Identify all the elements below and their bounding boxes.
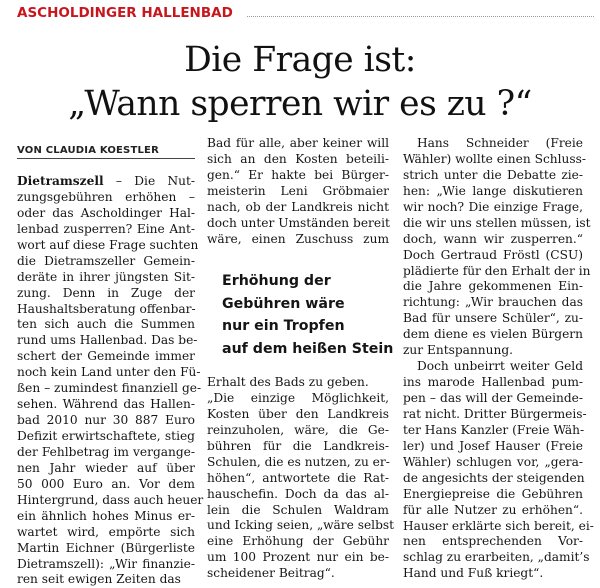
line-text: die Jahre gekommenen Ein- <box>403 279 583 294</box>
text-line <box>17 190 195 206</box>
line-text: – Die Nut- <box>103 174 195 188</box>
line-text: deräte in ihrer jüngsten Sit- <box>17 269 195 284</box>
line-text: Hand und Fuß kriegt“. <box>403 566 544 581</box>
text-line <box>207 136 389 152</box>
line-text: Haushaltsberatung offenbar- <box>17 301 196 316</box>
line-text: strich unter die Debatte zie- <box>403 167 583 182</box>
line-text: ter Hans Kanzler (Freie Wäh- <box>403 422 585 437</box>
text-line <box>403 503 583 519</box>
line-text: eine Erhöhung der Gebühr <box>207 534 389 549</box>
line-text: Doch Gertraud Fröstl (CSU) <box>403 247 583 262</box>
line-text: Defizit erwirtschaftete, stieg <box>17 429 195 443</box>
text-line <box>403 248 583 264</box>
text-line <box>207 518 395 534</box>
text-line <box>17 222 195 238</box>
text-line <box>207 184 389 200</box>
line-text: dem diene es vielen Bürgern <box>403 327 583 342</box>
text-line <box>403 423 583 439</box>
kicker-rule <box>247 16 594 17</box>
line-text: zungsgebühren erhöhen – <box>17 189 195 204</box>
text-line <box>207 168 389 184</box>
line-text: Erhalt des Bads zu geben. <box>207 375 369 389</box>
text-line <box>17 541 195 557</box>
line-text: ein ähnlich hohes Minus er- <box>17 508 195 523</box>
text-line <box>207 503 389 519</box>
line-text: nen entsprechenden Vor- <box>403 534 583 549</box>
line-text: zur Entspannung. <box>403 343 514 358</box>
text-line <box>17 525 195 541</box>
line-text: Wähler) schlugen vor, „gera- <box>403 454 583 469</box>
line-text: ler) und Josef Hauser (Freie <box>403 438 583 453</box>
line-text: richtung: „Wir brauchen das <box>403 295 583 310</box>
text-line <box>207 216 389 232</box>
text-line <box>207 200 389 216</box>
text-line <box>403 471 583 487</box>
line-text: um 100 Prozent nur ein be- <box>207 550 389 565</box>
line-text: 50 000 Euro an. Vor dem <box>17 476 195 491</box>
text-line <box>207 391 389 407</box>
text-line <box>403 439 583 455</box>
line-text: Energiepreise die Gebühren <box>403 486 583 501</box>
text-line <box>17 461 195 477</box>
text-line <box>403 406 587 423</box>
text-line <box>17 557 195 573</box>
line-text: scheidener Beitrag“. <box>207 566 335 581</box>
line-text: zung. Denn in Zuge der <box>17 285 195 300</box>
line-text: „Die einzige Möglichkeit, <box>207 390 389 405</box>
text-line <box>403 263 591 280</box>
text-line <box>403 184 583 200</box>
text-line <box>403 359 583 375</box>
line-text: oder das Ascholdinger Hal- <box>17 205 195 220</box>
text-line <box>207 439 389 455</box>
text-line <box>17 365 201 381</box>
line-text: reinzuholen, wäre, die Ge- <box>207 422 389 437</box>
line-text: hauschefin. Doch da das al- <box>207 486 389 501</box>
text-line <box>403 232 583 248</box>
text-line <box>403 327 583 343</box>
text-line <box>17 302 195 318</box>
line-text: Kosten über den Landkreis <box>207 406 389 421</box>
text-line <box>403 151 586 168</box>
headline-line-1: Die Frage ist: <box>184 40 416 80</box>
lead-word: Dietramszell <box>17 174 104 188</box>
text-line <box>207 455 389 471</box>
text-line <box>17 349 195 365</box>
text-line <box>207 423 389 439</box>
line-text: lenbad zusperren? Eine Ant- <box>17 221 195 236</box>
kicker: ASCHOLDINGER HALLENBAD <box>17 5 233 21</box>
text-line <box>17 286 195 302</box>
text-line <box>17 333 198 349</box>
line-text: Hintergrund, dass auch heuer <box>17 492 204 507</box>
line-text: sehen. Während das Hallen- <box>17 397 195 412</box>
article-column-2-bottom <box>207 375 395 582</box>
text-line <box>17 254 195 270</box>
line-text: de angesichts der steigenden <box>403 470 585 485</box>
line-text: schlag zu erarbeiten, „damit’s <box>403 550 590 565</box>
line-text: die wir uns stellen müssen, ist <box>403 215 591 230</box>
line-text: rund ums Hallenbad. Das be- <box>17 333 198 348</box>
article-column-3 <box>403 136 594 582</box>
line-text: Hans Schneider (Freie <box>417 136 583 150</box>
line-text: Dietramszell): „Wir finanzie- <box>17 556 195 571</box>
line-text: ßen – zumindest finanziell ge- <box>17 381 202 396</box>
text-line <box>207 487 389 503</box>
line-text: der Fehlbetrag im vergange- <box>17 444 195 459</box>
line-text: rat nicht. Dritter Bürgermeis- <box>403 406 587 421</box>
text-line <box>17 270 195 286</box>
text-line <box>207 232 389 248</box>
text-line <box>17 206 195 222</box>
line-text: meisterin Leni Gröbmaier <box>207 183 389 198</box>
line-text: Martin Eichner (Bürgerliste <box>17 540 195 555</box>
line-text: wir noch? Die einzige Frage, <box>403 199 583 214</box>
text-line <box>17 509 195 525</box>
text-line <box>403 136 583 152</box>
line-text: noch kein Land unter den Fü- <box>17 365 201 380</box>
pull-quote-line: Gebühren wäre <box>222 295 345 312</box>
text-line <box>207 375 389 391</box>
line-text: Schulen, die es nutzen, zu er- <box>207 454 390 469</box>
text-line <box>403 550 590 566</box>
text-line <box>403 215 591 232</box>
line-text: schert der Gemeinde immer <box>17 349 195 364</box>
byline-rule <box>17 158 195 159</box>
line-text: Bad für unsere Schüler“, zu- <box>403 311 583 326</box>
line-text: Doch unbeirrt weiter Geld <box>417 359 583 374</box>
text-line <box>17 317 195 333</box>
article-column-1 <box>17 174 204 588</box>
line-text: bühren für die Landkreis- <box>207 438 389 453</box>
line-text: doch unter Umständen bereit <box>207 215 390 230</box>
text-line <box>207 152 389 168</box>
text-line <box>207 534 389 550</box>
line-text: für alle Nutzer zu erhöhen“. <box>403 502 583 517</box>
text-line <box>17 445 195 461</box>
byline: VON CLAUDIA KOESTLER <box>17 145 159 156</box>
line-text: doch, wann wir zusperren.“ <box>403 231 583 246</box>
headline-line-2: „Wann sperren wir es zu ?“ <box>68 84 532 124</box>
text-line <box>17 492 204 509</box>
line-text: ten sich auch die Summen <box>17 317 195 332</box>
line-text: nen Jahr wieder auf über <box>17 460 195 475</box>
text-line <box>403 534 583 550</box>
line-text: und Icking seien, „wäre selbst <box>207 518 395 533</box>
pull-quote-line: Erhöhung der <box>222 273 331 289</box>
text-line <box>403 518 594 535</box>
line-text: wort auf diese Frage suchten <box>17 237 199 252</box>
line-text: die Dietramszeller Gemein- <box>17 253 195 268</box>
text-line <box>17 413 195 429</box>
text-line <box>403 391 583 407</box>
line-text: ins marode Hallenbad pum- <box>403 375 583 390</box>
line-text: wartet wird, empörte sich <box>17 524 195 539</box>
line-text: nach, ob der Landkreis nicht <box>207 199 389 214</box>
text-line <box>17 397 195 413</box>
line-text: Bad für alle, aber keiner will <box>207 136 389 150</box>
text-line <box>17 237 199 254</box>
line-text: plädierte für den Erhalt der in <box>403 263 591 278</box>
text-line <box>403 375 583 391</box>
text-line <box>17 572 195 588</box>
text-line <box>207 566 389 582</box>
text-line <box>207 407 389 423</box>
line-text: ren seit ewigen Zeiten das <box>17 572 181 587</box>
line-text: hen: „Wie lange diskutieren <box>403 183 583 198</box>
text-line <box>403 343 583 359</box>
text-line <box>17 381 202 397</box>
line-text: lein die Schulen Waldram <box>207 502 389 517</box>
line-text: pen – das will der Gemeinde- <box>403 391 583 405</box>
text-line <box>17 477 195 493</box>
text-line <box>403 295 583 311</box>
text-line <box>403 455 583 471</box>
line-text: höhen“, antwortete die Rat- <box>207 470 389 485</box>
text-line <box>207 550 389 566</box>
pull-quote-line: nur ein Tropfen <box>222 318 345 334</box>
text-line <box>207 471 389 487</box>
line-text: Wähler) wollte einen Schluss- <box>403 151 586 166</box>
text-line <box>403 168 583 184</box>
text-line <box>17 174 195 190</box>
pull-quote <box>222 270 392 360</box>
text-line <box>403 279 583 295</box>
text-line <box>403 311 583 327</box>
article-column-2-top <box>207 136 389 248</box>
line-text: Hauser erklärte sich bereit, ei- <box>403 518 594 533</box>
pull-quote-line: auf dem heißen Stein <box>222 340 394 357</box>
line-text: wäre, einen Zuschuss zum <box>207 231 389 246</box>
text-line <box>17 429 195 445</box>
text-line <box>403 200 583 216</box>
text-line <box>403 487 583 503</box>
line-text: gen.“ Er hakte bei Bürger- <box>207 167 389 182</box>
line-text: sich an den Kosten beteili- <box>207 151 389 166</box>
line-text: bad 2010 nur 30 887 Euro <box>17 413 195 428</box>
text-line <box>403 566 583 582</box>
